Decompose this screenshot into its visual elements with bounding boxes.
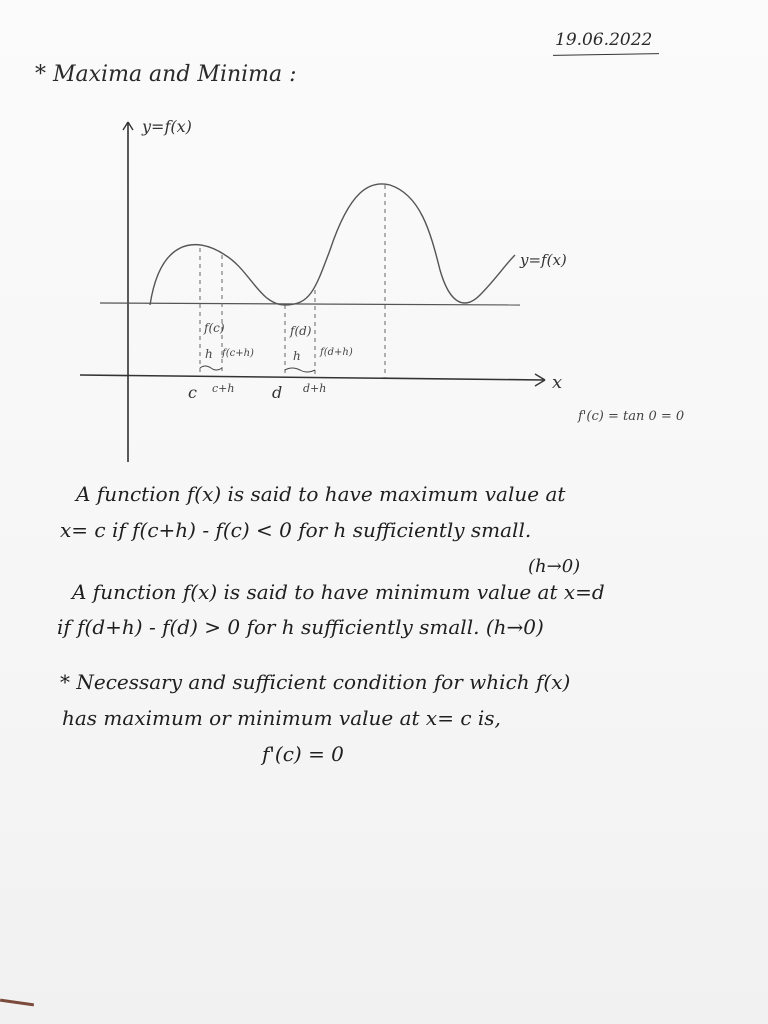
label-h-right: h: [293, 349, 301, 363]
page-title: * Maxima and Minima :: [35, 62, 297, 87]
tick-label-d-plus-h: d+h: [303, 382, 327, 395]
para3-line1: * Necessary and sufficient condition for which f(x): [60, 670, 571, 694]
para3-line3: f'(c) = 0: [262, 742, 344, 766]
para2-line1: A function f(x) is said to have minimum value at x=d: [72, 580, 605, 604]
label-fch: f(c+h): [222, 348, 254, 359]
x-axis-arrow-top: [535, 374, 545, 380]
para3-line2: has maximum or minimum value at x= c is,: [62, 706, 501, 730]
date-text: 19.06.2022: [555, 30, 653, 50]
derivative-note: f'(c) = tan 0 = 0: [578, 409, 685, 424]
label-fdh: f(d+h): [320, 347, 353, 358]
curve-label: y=f(x): [520, 251, 567, 269]
baseline-line: [100, 303, 520, 305]
x-axis: [80, 375, 545, 380]
label-fd: f(d): [290, 324, 312, 338]
function-graph: [0, 100, 768, 470]
tick-label-c-plus-h: c+h: [212, 382, 235, 395]
function-curve: [150, 184, 515, 305]
h-brace-right: [285, 368, 315, 372]
x-axis-arrow-bottom: [535, 380, 545, 386]
y-axis-label: y=f(x): [142, 117, 192, 136]
h-brace-left: [200, 366, 222, 370]
label-h-left: h: [205, 347, 213, 361]
corner-ink-mark: [0, 999, 34, 1007]
para1-line1: A function f(x) is said to have maximum value at: [76, 482, 566, 506]
label-fc: f(c): [204, 321, 225, 335]
para1-line2: x= c if f(c+h) - f(c) < 0 for h sufficiently small.: [60, 518, 532, 542]
date-underline: [553, 53, 659, 56]
tick-label-c: c: [188, 383, 197, 402]
para1-line3: (h→0): [528, 556, 581, 577]
tick-label-d: d: [272, 383, 283, 402]
para2-line2: if f(d+h) - f(d) > 0 for h sufficiently small. (h→0): [57, 615, 544, 639]
x-axis-label: x: [552, 372, 563, 393]
